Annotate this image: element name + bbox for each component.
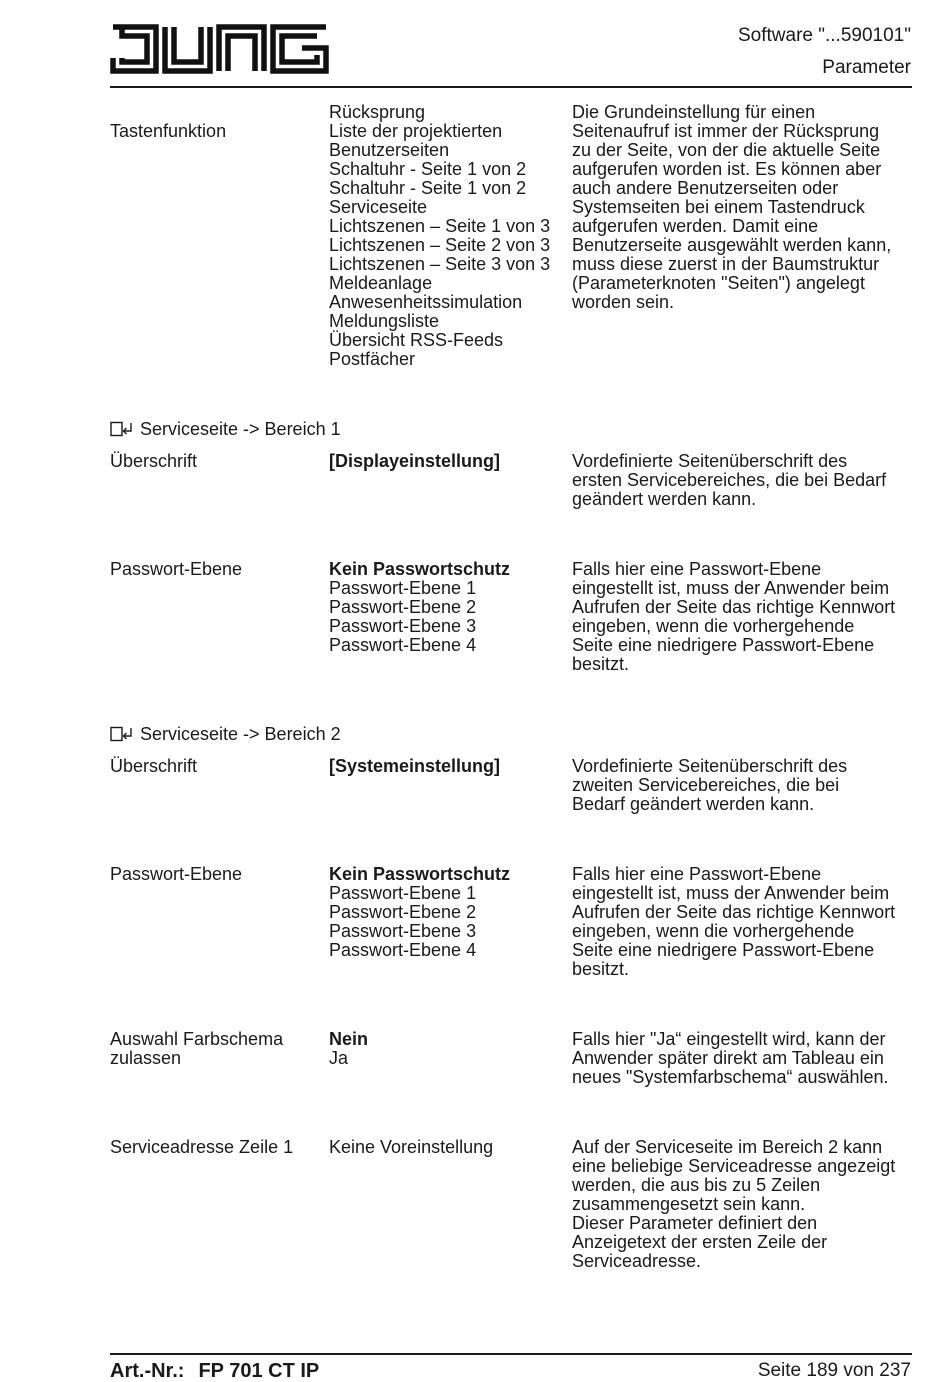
param-option: Ja — [329, 1048, 349, 1068]
node-serviceseite-bereich-1 — [110, 419, 341, 439]
param-option: Rücksprung — [329, 102, 426, 122]
param-values — [329, 103, 569, 369]
param-name: Überschrift — [110, 451, 198, 471]
param-option: Übersicht RSS-Feeds — [329, 330, 504, 350]
param-name: Passwort-Ebene — [110, 864, 243, 884]
node-label: Serviceseite -> Bereich 1 — [140, 419, 341, 439]
param-values — [329, 1030, 569, 1068]
footer-rule — [110, 1353, 912, 1355]
param-option: Passwort-Ebene 1 — [329, 578, 477, 598]
param-option: Benutzerseiten — [329, 140, 450, 160]
parameter-node-icon — [110, 726, 134, 742]
page-number: Seite 189 von 237 — [757, 1360, 911, 1381]
param-option: Passwort-Ebene 4 — [329, 635, 477, 655]
param-option: Passwort-Ebene 3 — [329, 921, 477, 941]
jung-logo — [110, 22, 330, 76]
param-description: Vordefinierte Seitenüberschrift des ersten Servicebereiches, die bei Bedarf geändert werden kann. — [572, 451, 887, 509]
param-name: Serviceadresse Zeile 1 — [110, 1137, 294, 1157]
param-name: Passwort-Ebene — [110, 559, 243, 579]
param-description: Falls hier eine Passwort-Ebene eingestellt ist, muss der Anwender beim Aufrufen der Seite das richtige Kennwort eingeben, wenn die vorhergehende Seite eine niedrigere Passwort-Ebene besitzt. — [572, 864, 896, 979]
param-option: Passwort-Ebene 1 — [329, 883, 477, 903]
param-option: Passwort-Ebene 2 — [329, 597, 477, 617]
param-option: Schaltuhr - Seite 1 von 2 — [329, 159, 527, 179]
param-values — [329, 1138, 569, 1157]
param-name: Überschrift — [110, 756, 198, 776]
param-name: Auswahl Farbschema zulassen — [110, 1029, 284, 1068]
software-version: Software "...590101" — [738, 25, 911, 46]
article-number-value: FP 701 CT IP — [198, 1360, 320, 1382]
param-option: Passwort-Ebene 3 — [329, 616, 477, 636]
param-option: Postfächer — [329, 349, 416, 369]
param-values — [329, 452, 569, 471]
param-option-default: Kein Passwortschutz — [329, 864, 511, 884]
param-option: Keine Voreinstellung — [329, 1137, 494, 1157]
param-name: Tastenfunktion — [110, 121, 227, 141]
header-rule — [110, 86, 912, 88]
param-option: Meldeanlage — [329, 273, 433, 293]
param-description: Die Grundeinstellung für einen Seitenaufruf ist immer der Rücksprung zu der Seite, von der die aktuelle Seite aufgerufen worden ist. Es können aber auch andere Benutzerseiten oder Systemseiten bei einem Tastendruck aufgerufen werden. Damit eine Benutzerseite ausgewählt werden kann, muss diese zuerst in der Baumstruktur (Parameterknoten "Seiten") angelegt worden sein. — [572, 102, 892, 312]
param-option: Lichtszenen – Seite 1 von 3 — [329, 216, 551, 236]
param-option: Liste der projektierten — [329, 121, 503, 141]
param-option-default: [Systemeinstellung] — [329, 756, 501, 776]
article-number-label: Art.-Nr.: — [110, 1360, 185, 1382]
param-values — [329, 757, 569, 776]
param-option-default: Nein — [329, 1029, 369, 1049]
param-description: Vordefinierte Seitenüberschrift des zweiten Servicebereiches, die bei Bedarf geändert werden kann. — [572, 756, 848, 814]
param-option: Lichtszenen – Seite 3 von 3 — [329, 254, 551, 274]
param-option: Serviceseite — [329, 197, 428, 217]
param-option: Passwort-Ebene 2 — [329, 902, 477, 922]
param-option: Schaltuhr - Seite 1 von 2 — [329, 178, 527, 198]
param-option: Meldungsliste — [329, 311, 440, 331]
section-title: Parameter — [822, 57, 911, 78]
param-values — [329, 560, 569, 655]
param-option: Passwort-Ebene 4 — [329, 940, 477, 960]
parameter-node-icon — [110, 421, 134, 437]
param-option: Anwesenheitssimulation — [329, 292, 523, 312]
param-description: Falls hier "Ja“ eingestellt wird, kann der Anwender später direkt am Tableau ein neues "Systemfarbschema“ auswählen. — [572, 1029, 889, 1087]
param-values — [329, 865, 569, 960]
param-option-default: [Displayeinstellung] — [329, 451, 501, 471]
param-option-default: Kein Passwortschutz — [329, 559, 511, 579]
param-option: Lichtszenen – Seite 2 von 3 — [329, 235, 551, 255]
node-serviceseite-bereich-2 — [110, 724, 341, 744]
param-description: Auf der Serviceseite im Bereich 2 kann eine beliebige Serviceadresse angezeigt werden, die aus bis zu 5 Zeilen zusammengesetzt sein kann. Dieser Parameter definiert den Anzeigetext der ersten Zeile der Serviceadresse. — [572, 1137, 896, 1271]
node-label: Serviceseite -> Bereich 2 — [140, 724, 341, 744]
param-description: Falls hier eine Passwort-Ebene eingestellt ist, muss der Anwender beim Aufrufen der Seite das richtige Kennwort eingeben, wenn die vorhergehende Seite eine niedrigere Passwort-Ebene besitzt. — [572, 559, 896, 674]
